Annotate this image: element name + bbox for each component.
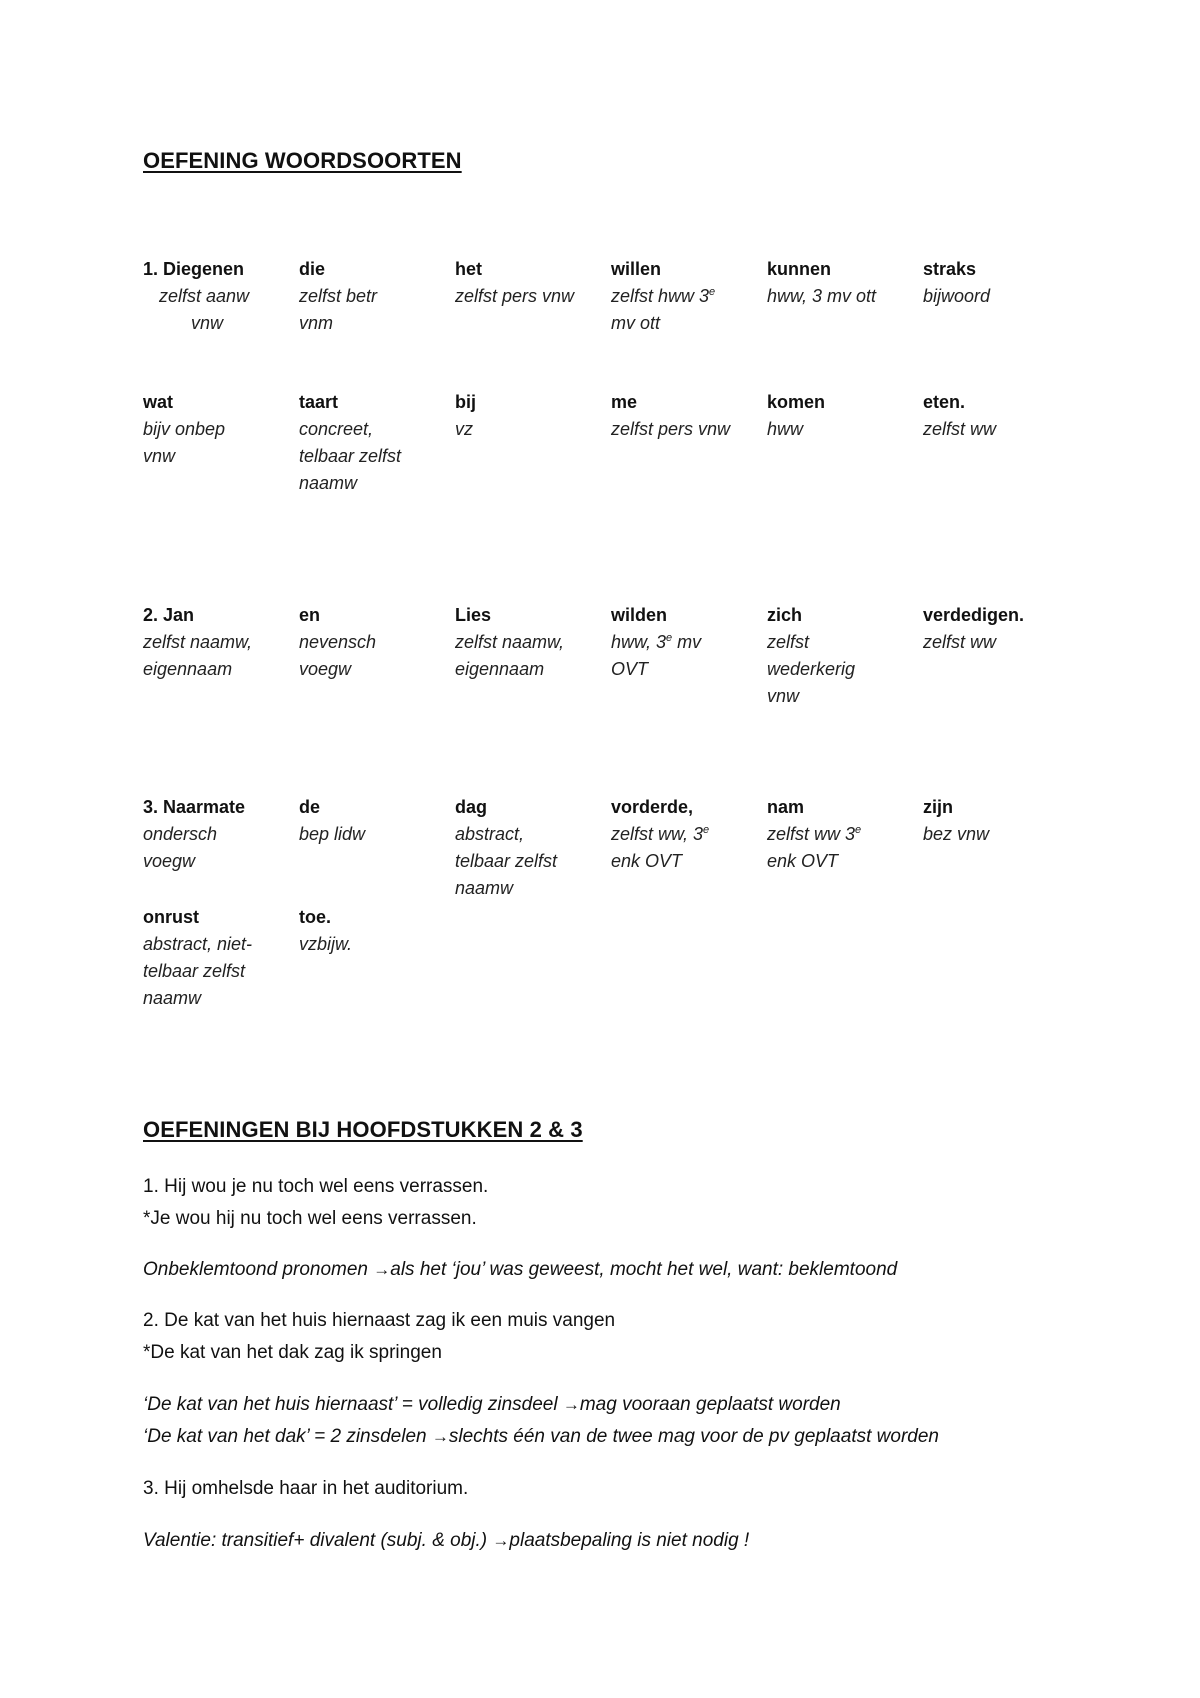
- word-cell: [143, 389, 291, 470]
- word: wilden: [611, 605, 668, 625]
- word-cell: [611, 389, 759, 443]
- category: zelfst pers vnw: [611, 419, 731, 439]
- word: zich: [767, 605, 803, 625]
- word: onrust: [143, 907, 199, 927]
- note-text: Onbeklemtoond pronomen: [143, 1259, 374, 1280]
- exercise-1-note: [143, 1256, 897, 1283]
- category: bijv onbep: [143, 419, 226, 439]
- word-cell: [143, 794, 291, 875]
- category: ondersch: [143, 824, 218, 844]
- category: vzbijw.: [299, 934, 353, 954]
- word: 3. Naarmate: [143, 797, 246, 817]
- section1-heading: OEFENING WOORDSOORTEN: [143, 148, 462, 173]
- note-text: plaatsbepaling is niet nodig !: [509, 1530, 750, 1551]
- note-text: ‘De kat van het huis hiernaast’ = volledig zinsdeel: [143, 1394, 563, 1415]
- category: [611, 629, 759, 656]
- word-cell: [611, 602, 759, 683]
- word-cell: [923, 389, 1071, 443]
- category: concreet,: [299, 419, 374, 439]
- word: 1. Diegenen: [143, 259, 245, 279]
- category: zelfst betr: [299, 286, 378, 306]
- category: naamw: [455, 878, 514, 898]
- note-text: als het ‘jou’ was geweest, mocht het wel, want: beklemtoond: [390, 1259, 898, 1280]
- category: vnw: [191, 313, 224, 333]
- word-row-5: [143, 904, 1103, 1024]
- word: eten.: [923, 392, 966, 412]
- word-cell: [299, 794, 447, 848]
- category: telbaar zelfst: [455, 851, 558, 871]
- category: naamw: [299, 473, 358, 493]
- category: voegw: [299, 659, 352, 679]
- word: toe.: [299, 907, 332, 927]
- word-cell: [923, 794, 1071, 848]
- category-part: zelfst hww 3: [611, 286, 710, 306]
- word: verdedigen.: [923, 605, 1025, 625]
- word: Lies: [455, 605, 492, 625]
- note-text: slechts één van de twee mag voor de pv geplaatst worden: [448, 1426, 939, 1447]
- category-part: mv: [672, 632, 702, 652]
- word: kunnen: [767, 259, 832, 279]
- word-cell: [767, 602, 915, 710]
- category: hww: [767, 419, 804, 439]
- category: zelfst pers vnw: [455, 286, 575, 306]
- note-text: mag vooraan geplaatst worden: [579, 1394, 841, 1415]
- word: zijn: [923, 797, 953, 817]
- category: telbaar zelfst: [143, 961, 246, 981]
- exercise-2-note-1: [143, 1391, 841, 1418]
- word: nam: [767, 797, 805, 817]
- word-cell: [455, 256, 603, 310]
- section2-heading: OEFENINGEN BIJ HOOFDSTUKKEN 2 & 3: [143, 1117, 583, 1142]
- arrow-right-icon: →: [492, 1531, 510, 1550]
- category: naamw: [143, 988, 202, 1008]
- category: eigennaam: [143, 659, 233, 679]
- exercise-1-ungrammatical: *Je wou hij nu toch wel eens verrassen.: [143, 1208, 477, 1229]
- category: voegw: [143, 851, 196, 871]
- category: abstract, niet-: [143, 934, 253, 954]
- word-cell: [299, 904, 447, 958]
- word-cell: [143, 904, 291, 1012]
- arrow-right-icon: →: [562, 1395, 580, 1414]
- category: enk OVT: [611, 851, 683, 871]
- category: zelfst aanw: [159, 286, 250, 306]
- category: vnm: [299, 313, 334, 333]
- note-text: ‘De kat van het dak’ = 2 zinsdelen: [143, 1426, 432, 1447]
- category: telbaar zelfst: [299, 446, 402, 466]
- category: OVT: [611, 659, 649, 679]
- word: taart: [299, 392, 339, 412]
- arrow-right-icon: →: [431, 1427, 449, 1446]
- category: [611, 283, 759, 310]
- word: willen: [611, 259, 662, 279]
- word-cell: [455, 389, 603, 443]
- exercise-2-note-2: [143, 1423, 939, 1450]
- word: dag: [455, 797, 488, 817]
- word-row-2: [143, 389, 1103, 509]
- arrow-right-icon: →: [373, 1260, 391, 1279]
- superscript: e: [666, 632, 673, 644]
- word-cell: [923, 602, 1071, 656]
- word-cell: [143, 602, 291, 683]
- word: 2. Jan: [143, 605, 195, 625]
- superscript: e: [703, 824, 710, 836]
- category: zelfst ww: [923, 632, 997, 652]
- category: zelfst naamw,: [143, 632, 253, 652]
- word: de: [299, 797, 321, 817]
- category: zelfst naamw,: [455, 632, 565, 652]
- word-cell: [767, 256, 915, 310]
- word-cell: [299, 389, 447, 497]
- word-cell: [299, 256, 447, 337]
- word-row-4: [143, 794, 1103, 914]
- exercise-2-sentence: 2. De kat van het huis hiernaast zag ik een muis vangen: [143, 1310, 616, 1331]
- category: enk OVT: [767, 851, 839, 871]
- exercise-3-note: [143, 1527, 749, 1554]
- category: nevensch: [299, 632, 377, 652]
- superscript: e: [855, 824, 862, 836]
- superscript: e: [709, 286, 716, 298]
- word-cell: [299, 602, 447, 683]
- word: komen: [767, 392, 826, 412]
- category: hww, 3 mv ott: [767, 286, 877, 306]
- word-cell: [767, 389, 915, 443]
- category: [611, 821, 759, 848]
- category: vz: [455, 419, 473, 439]
- word-cell: [611, 256, 759, 337]
- category: vnw: [767, 686, 800, 706]
- category: mv ott: [611, 313, 661, 333]
- exercise-1-sentence: 1. Hij wou je nu toch wel eens verrassen.: [143, 1176, 489, 1197]
- category: vnw: [143, 446, 176, 466]
- category: [767, 821, 915, 848]
- category: eigennaam: [455, 659, 545, 679]
- word: het: [455, 259, 482, 279]
- category: zelfst: [767, 632, 810, 652]
- word-cell: [455, 794, 603, 902]
- category-part: hww, 3: [611, 632, 667, 652]
- note-text: Valentie: transitief+ divalent (subj. & obj.): [143, 1530, 493, 1551]
- category-part: zelfst ww 3: [767, 824, 856, 844]
- category: wederkerig: [767, 659, 856, 679]
- word-row-1: [143, 256, 1103, 376]
- category: abstract,: [455, 824, 525, 844]
- word-cell: [611, 794, 759, 875]
- word-cell: [923, 256, 1071, 310]
- word: en: [299, 605, 321, 625]
- exercise-2-ungrammatical: *De kat van het dak zag ik springen: [143, 1342, 442, 1363]
- word-cell: [143, 256, 291, 337]
- word: wat: [143, 392, 174, 412]
- exercise-3-sentence: 3. Hij omhelsde haar in het auditorium.: [143, 1478, 469, 1499]
- word: straks: [923, 259, 977, 279]
- category: bep lidw: [299, 824, 366, 844]
- word-cell: [767, 794, 915, 875]
- word: me: [611, 392, 638, 412]
- word: bij: [455, 392, 476, 412]
- word: vorderde,: [611, 797, 694, 817]
- category: bez vnw: [923, 824, 990, 844]
- category: bijwoord: [923, 286, 991, 306]
- word-cell: [455, 602, 603, 683]
- category-part: zelfst ww, 3: [611, 824, 704, 844]
- word-row-3: [143, 602, 1103, 722]
- word: die: [299, 259, 326, 279]
- category: zelfst ww: [923, 419, 997, 439]
